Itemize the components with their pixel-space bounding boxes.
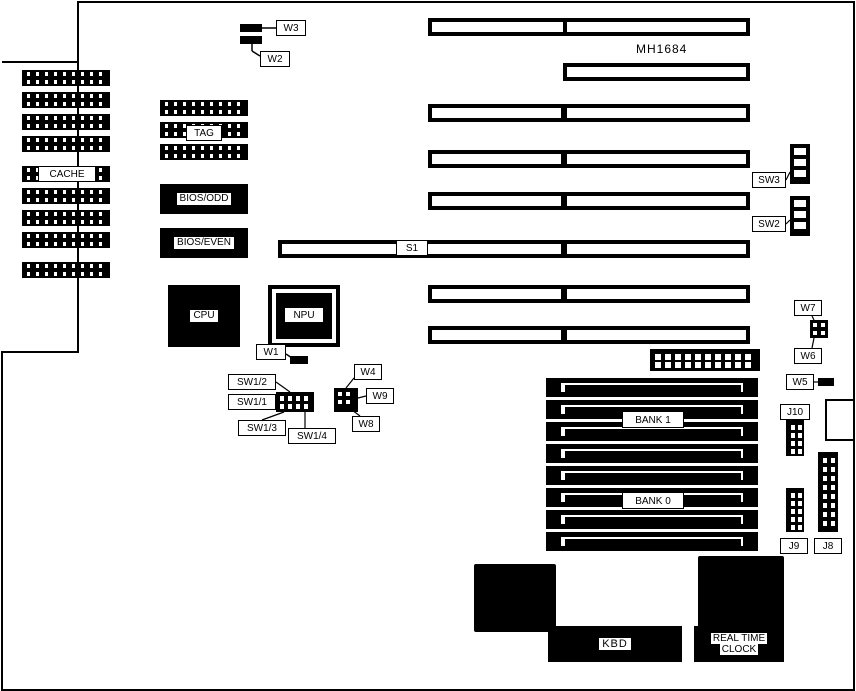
bank0-label: BANK 0	[622, 492, 684, 509]
jumper-w1-label: W1	[256, 344, 286, 360]
expansion-slot	[428, 192, 565, 210]
cache-label: CACHE	[38, 166, 96, 182]
real-time-clock-label-line2: CLOCK	[721, 644, 757, 655]
connector-j10	[786, 420, 804, 456]
simm-socket	[546, 466, 758, 485]
chipset-ic-left	[474, 564, 556, 632]
bank1-label: BANK 1	[622, 411, 684, 428]
real-time-clock-module	[694, 626, 784, 662]
connector-j9-label: J9	[780, 538, 808, 554]
cache-chip	[22, 136, 110, 152]
switch-sw1-2-label: SW1/2	[228, 374, 276, 390]
bios-even-label: BIOS/EVEN	[173, 236, 235, 250]
expansion-slot	[563, 192, 750, 210]
switch-sw3-label: SW3	[752, 172, 786, 188]
dip-switch-sw1-7[interactable]	[296, 404, 300, 409]
expansion-slot	[428, 326, 565, 344]
bios-odd-label: BIOS/ODD	[176, 192, 233, 206]
connector-j8-label: J8	[814, 538, 842, 554]
switch-sw1-3-label: SW1/3	[238, 420, 286, 436]
dip-switch-sw1-5[interactable]	[280, 404, 284, 409]
kbd-connector	[548, 626, 682, 662]
bios-even-chip	[160, 228, 248, 258]
expansion-slot	[563, 326, 750, 344]
npu-label: NPU	[284, 307, 324, 323]
dip-switch-sw1-4[interactable]	[304, 396, 308, 401]
jumper-w1-pins	[290, 356, 308, 364]
jumper-w5-label: W5	[786, 374, 814, 390]
switch-sw1-4-label: SW1/4	[288, 428, 336, 444]
expansion-slot	[563, 18, 750, 36]
connector-j9	[786, 488, 804, 532]
chipset-ic-right	[698, 556, 784, 628]
jumper-w8-label: W8	[352, 416, 380, 432]
board-model-label: MH1684	[636, 42, 688, 56]
jumper-w3-label: W3	[276, 20, 306, 36]
expansion-slot	[563, 104, 750, 122]
jumper-w9-label: W9	[366, 388, 394, 404]
cache-chip	[22, 70, 110, 86]
simm-socket	[546, 378, 758, 397]
slot-s1-label: S1	[396, 240, 428, 256]
cache-chip	[22, 92, 110, 108]
switch-sw2-label: SW2	[752, 216, 786, 232]
jumper-w6-label: W6	[794, 348, 822, 364]
dip-switch-sw1-6[interactable]	[288, 404, 292, 409]
expansion-slot	[563, 285, 750, 303]
switch-sw1-1-label: SW1/1	[228, 394, 276, 410]
cache-chip	[22, 114, 110, 130]
cache-chip	[22, 262, 110, 278]
cache-chip	[22, 232, 110, 248]
simm-socket	[546, 510, 758, 529]
jumper-w3-pins	[240, 24, 262, 32]
dip-switch-sw1-1[interactable]	[280, 396, 284, 401]
real-time-clock-label-line1: REAL TIME	[712, 633, 766, 644]
jumper-w4-label: W4	[354, 364, 382, 380]
simm-socket	[546, 444, 758, 463]
dip-switch-sw1[interactable]	[276, 392, 314, 412]
expansion-slot	[428, 104, 565, 122]
dip-switch-sw1-3[interactable]	[296, 396, 300, 401]
tag-chip	[160, 144, 248, 160]
jumper-w2-pins	[240, 36, 262, 44]
tag-chip	[160, 100, 248, 116]
pin-header	[650, 349, 760, 371]
expansion-slot	[428, 285, 565, 303]
cache-chip	[22, 210, 110, 226]
cache-chip	[22, 188, 110, 204]
kbd-label: KBD	[598, 637, 632, 651]
expansion-slot	[563, 240, 750, 258]
simm-socket	[546, 532, 758, 551]
expansion-slot	[563, 63, 750, 81]
tag-label: TAG	[186, 125, 222, 141]
bios-odd-chip	[160, 184, 248, 214]
jumper-w5-pins	[818, 378, 834, 386]
dip-switch-sw1-2[interactable]	[288, 396, 292, 401]
cpu-label: CPU	[189, 309, 218, 323]
cpu-chip	[168, 285, 240, 347]
jumper-w7-label: W7	[794, 300, 822, 316]
expansion-slot	[563, 150, 750, 168]
expansion-slot	[428, 150, 565, 168]
dip-switch-sw1-8[interactable]	[304, 404, 308, 409]
connector-j10-label: J10	[780, 404, 810, 420]
connector-j8	[818, 452, 838, 532]
jumper-w2-label: W2	[260, 51, 290, 67]
